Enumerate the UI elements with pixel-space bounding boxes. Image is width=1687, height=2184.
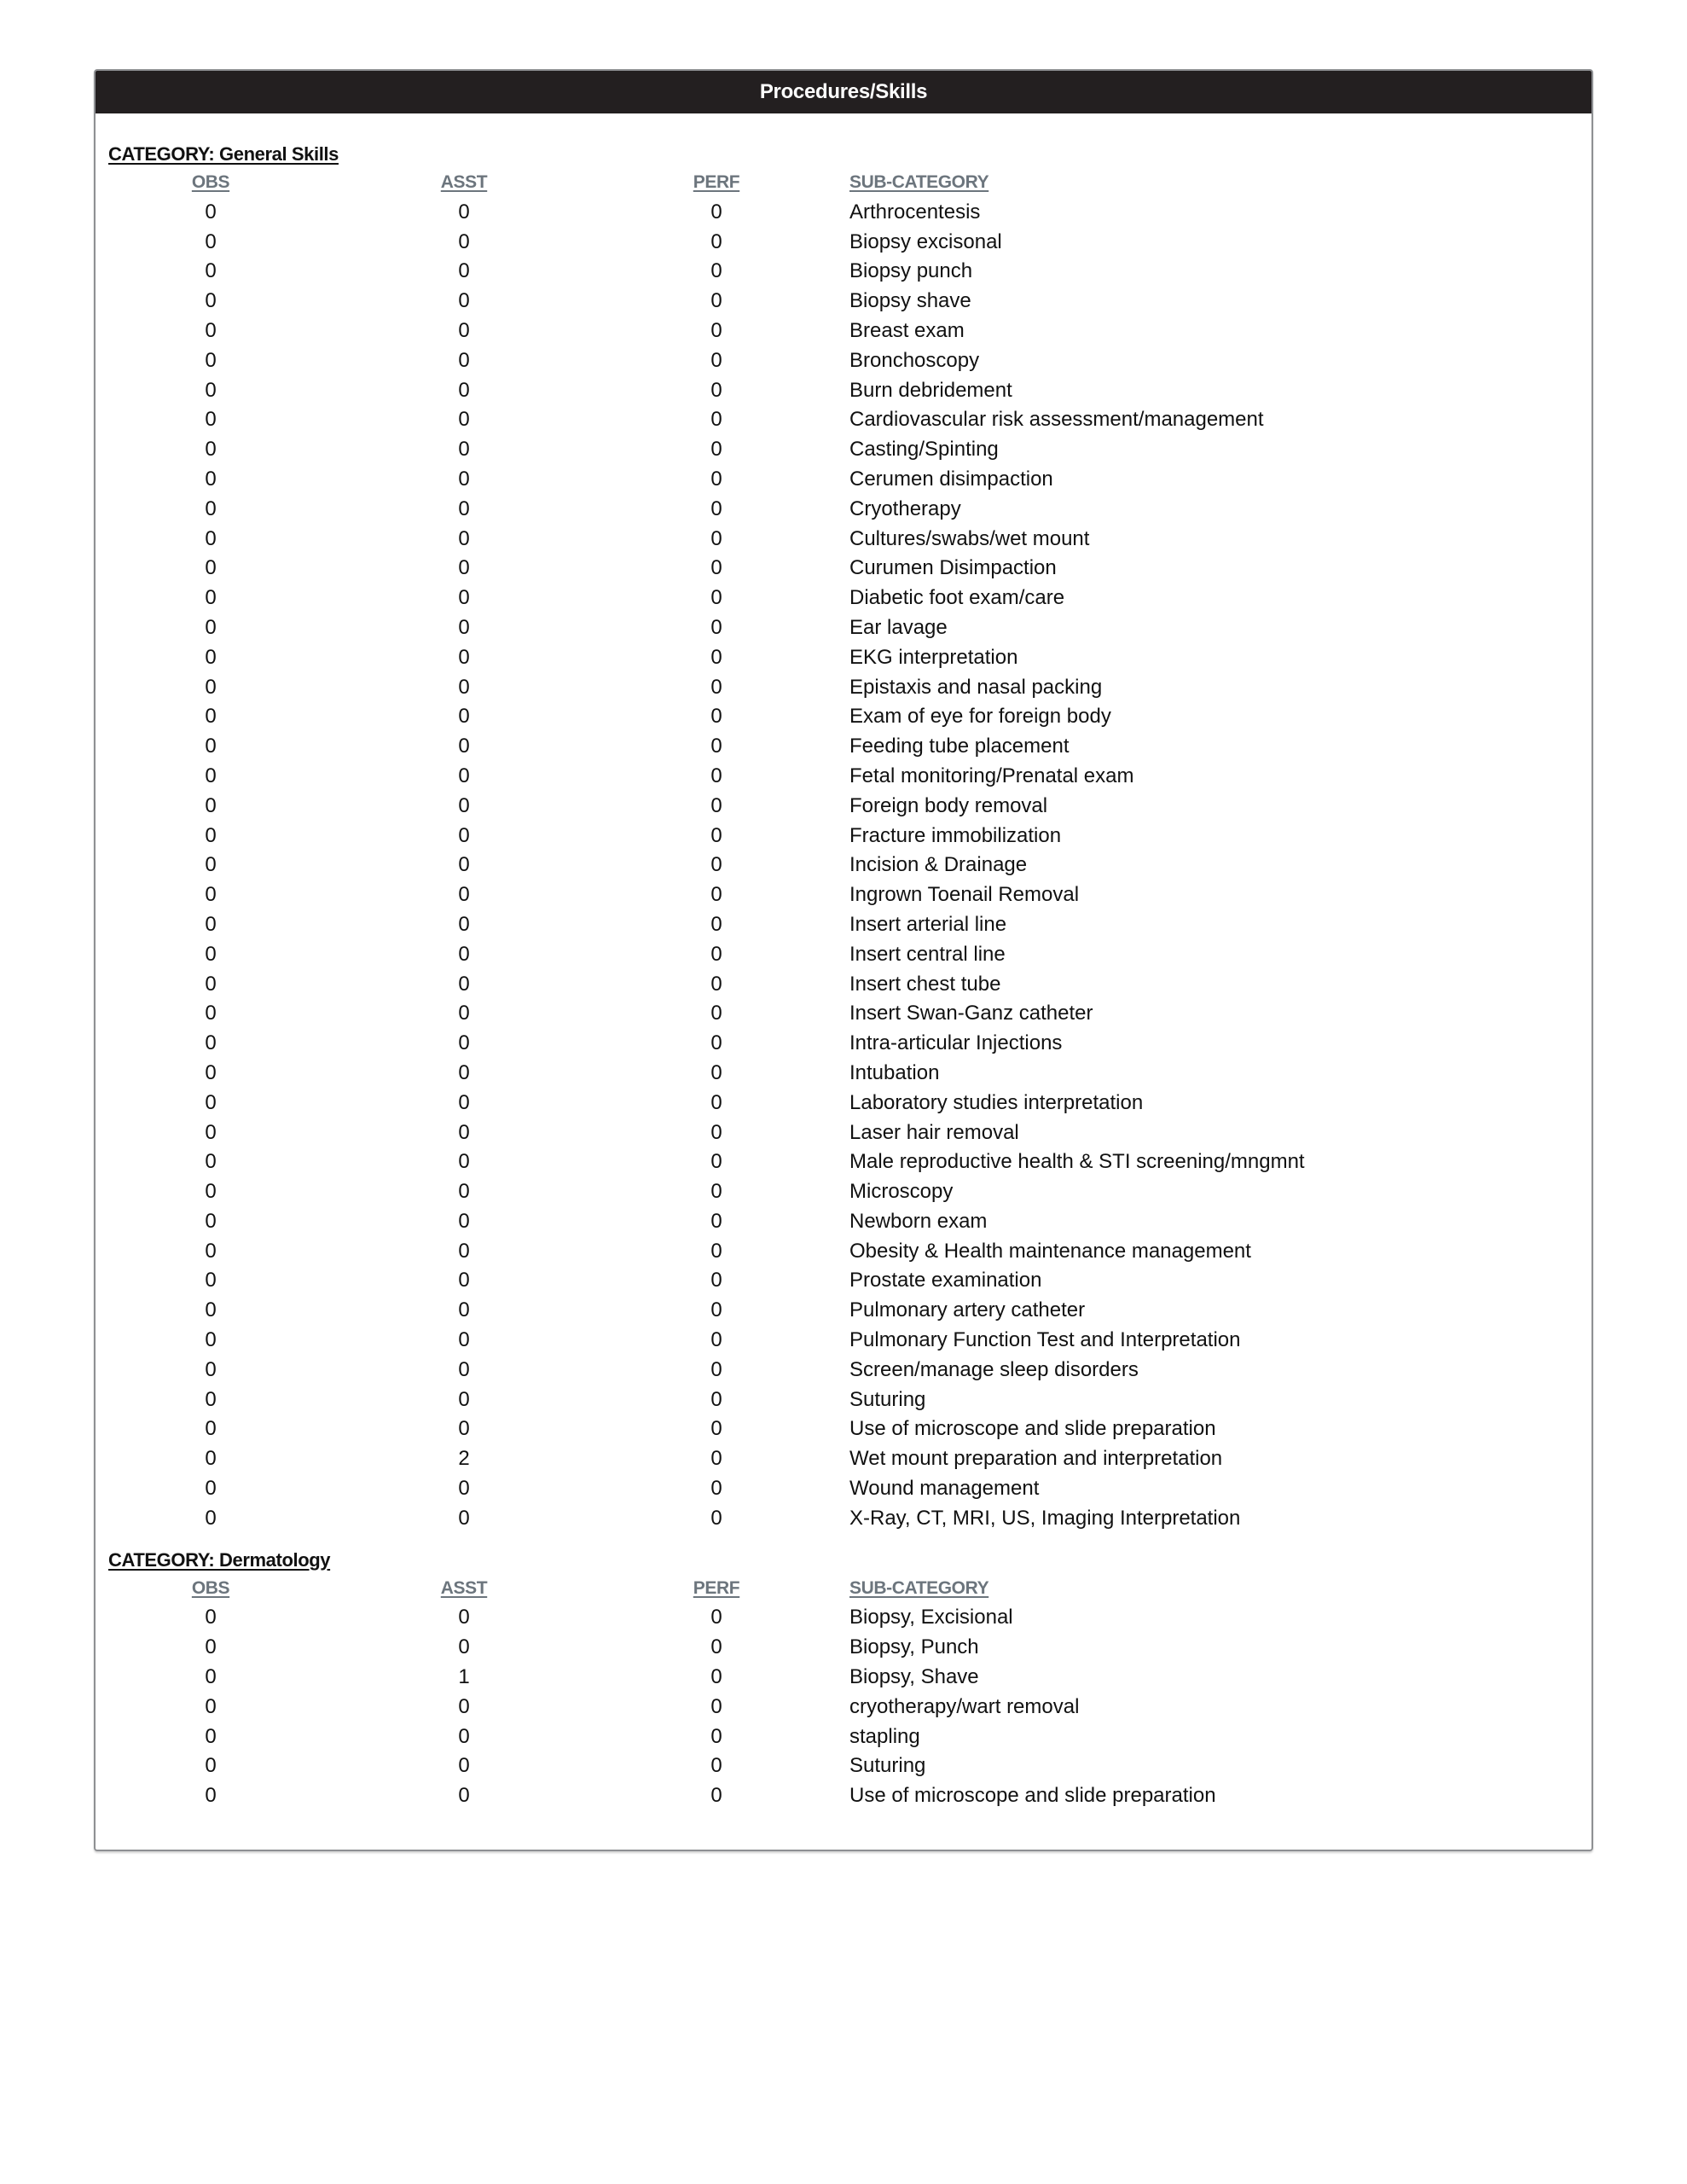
- sub-category-name: Insert Swan-Ganz catheter: [849, 1002, 1093, 1025]
- perf-count: 0: [710, 1180, 722, 1204]
- sub-category-name: Biopsy, Punch: [849, 1635, 979, 1659]
- table-row: [96, 228, 1591, 258]
- asst-count: 0: [458, 1606, 470, 1629]
- sub-category-name: Foreign body removal: [849, 793, 1048, 817]
- row-list: [96, 1603, 1591, 1811]
- asst-count: 0: [458, 318, 470, 342]
- asst-count: 0: [458, 735, 470, 758]
- perf-count: 0: [710, 378, 722, 402]
- obs-count: 0: [205, 200, 217, 224]
- table-row: [96, 822, 1591, 851]
- obs-count: 0: [205, 586, 217, 610]
- asst-count: 0: [458, 1031, 470, 1055]
- obs-count: 0: [205, 259, 217, 283]
- asst-count: 0: [458, 1298, 470, 1322]
- table-row: [96, 880, 1591, 910]
- perf-count: 0: [710, 942, 722, 966]
- perf-count: 0: [710, 1298, 722, 1322]
- obs-count: 0: [205, 1417, 217, 1441]
- asst-count: 0: [458, 1694, 470, 1718]
- asst-count: 0: [458, 1724, 470, 1748]
- table-row: [96, 613, 1591, 643]
- asst-count: 0: [458, 1506, 470, 1530]
- perf-count: 0: [710, 348, 722, 372]
- table-row: [96, 495, 1591, 525]
- asst-count: 0: [458, 1269, 470, 1292]
- obs-count: 0: [205, 615, 217, 639]
- perf-count: 0: [710, 1784, 722, 1808]
- perf-count: 0: [710, 1209, 722, 1233]
- table-row: [96, 732, 1591, 762]
- table-row: [96, 1751, 1591, 1781]
- perf-count: 0: [710, 1606, 722, 1629]
- obs-count: 0: [205, 645, 217, 669]
- table-row: [96, 405, 1591, 435]
- sub-category-name: Pulmonary Function Test and Interpretation: [849, 1328, 1241, 1352]
- perf-count: 0: [710, 408, 722, 432]
- sub-category-name: Cultures/swabs/wet mount: [849, 526, 1090, 550]
- perf-count: 0: [710, 645, 722, 669]
- perf-count: 0: [710, 735, 722, 758]
- sub-category-name: Ingrown Toenail Removal: [849, 883, 1080, 907]
- asst-count: 0: [458, 408, 470, 432]
- asst-count: 0: [458, 229, 470, 253]
- asst-count: 0: [458, 1784, 470, 1808]
- obs-count: 0: [205, 1002, 217, 1025]
- obs-count: 0: [205, 1447, 217, 1471]
- sub-category-name: Laboratory studies interpretation: [849, 1090, 1144, 1114]
- asst-count: 0: [458, 289, 470, 313]
- table-row: [96, 1603, 1591, 1633]
- table-row: [96, 1663, 1591, 1693]
- table-row: [96, 1237, 1591, 1267]
- table-row: [96, 1693, 1591, 1722]
- obs-count: 0: [205, 438, 217, 462]
- asst-count: 0: [458, 1002, 470, 1025]
- obs-count: 0: [205, 1180, 217, 1204]
- table-row: [96, 762, 1591, 792]
- obs-count: 0: [205, 1150, 217, 1174]
- obs-count: 0: [205, 705, 217, 729]
- sub-category-name: Use of microscope and slide preparation: [849, 1417, 1216, 1441]
- obs-count: 0: [205, 1694, 217, 1718]
- perf-count: 0: [710, 793, 722, 817]
- panel-title: Procedures/Skills: [96, 71, 1591, 113]
- asst-count: 0: [458, 526, 470, 550]
- sub-category-name: Fetal monitoring/Prenatal exam: [849, 764, 1134, 787]
- obs-count: 0: [205, 1031, 217, 1055]
- obs-count: 0: [205, 1665, 217, 1689]
- asst-count: 0: [458, 467, 470, 491]
- sub-category-name: Male reproductive health & STI screening/mngmnt: [849, 1150, 1305, 1174]
- table-row: [96, 1089, 1591, 1118]
- obs-count: 0: [205, 1060, 217, 1084]
- asst-count: 0: [458, 1150, 470, 1174]
- column-header-row: [96, 1574, 1591, 1604]
- asst-count: 0: [458, 259, 470, 283]
- obs-count: 0: [205, 1328, 217, 1352]
- perf-count: 0: [710, 556, 722, 580]
- perf-count: 0: [710, 438, 722, 462]
- table-row: [96, 317, 1591, 346]
- obs-count: 0: [205, 1090, 217, 1114]
- table-row: [96, 940, 1591, 970]
- table-row: [96, 584, 1591, 613]
- obs-count: 0: [205, 1269, 217, 1292]
- panel-body: [96, 113, 1591, 1811]
- perf-count: 0: [710, 1417, 722, 1441]
- asst-count: 0: [458, 200, 470, 224]
- sub-category-name: Suturing: [849, 1387, 926, 1411]
- asst-count: 0: [458, 556, 470, 580]
- table-row: [96, 1414, 1591, 1444]
- asst-count: 0: [458, 705, 470, 729]
- sub-category-name: Cerumen disimpaction: [849, 467, 1053, 491]
- obs-count: 0: [205, 497, 217, 520]
- asst-column-header[interactable]: ASST: [440, 1577, 488, 1598]
- asst-count: 0: [458, 1635, 470, 1659]
- obs-count: 0: [205, 823, 217, 847]
- perf-count: 0: [710, 675, 722, 699]
- obs-count: 0: [205, 408, 217, 432]
- sub-category-name: Obesity & Health maintenance management: [849, 1239, 1251, 1263]
- obs-count: 0: [205, 289, 217, 313]
- table-row: [96, 1474, 1591, 1504]
- obs-count: 0: [205, 318, 217, 342]
- category-section: [96, 1547, 1591, 1811]
- perf-count: 0: [710, 1090, 722, 1114]
- asst-count: 0: [458, 1060, 470, 1084]
- table-row: [96, 1118, 1591, 1148]
- table-row: [96, 970, 1591, 1000]
- table-row: [96, 1444, 1591, 1474]
- table-row: [96, 346, 1591, 376]
- sub-category-name: Feeding tube placement: [849, 735, 1070, 758]
- sub-category-name: Cardiovascular risk assessment/management: [849, 408, 1264, 432]
- table-row: [96, 792, 1591, 822]
- sub-category-name: Suturing: [849, 1754, 926, 1778]
- obs-count: 0: [205, 853, 217, 877]
- perf-count: 0: [710, 764, 722, 787]
- perf-count: 0: [710, 1635, 722, 1659]
- obs-count: 0: [205, 526, 217, 550]
- procedures-skills-panel: [94, 69, 1593, 1851]
- obs-count: 0: [205, 1387, 217, 1411]
- sub-category-column-header[interactable]: SUB-CATEGORY: [849, 172, 989, 192]
- sub-category-name: cryotherapy/wart removal: [849, 1694, 1080, 1718]
- obs-count: 0: [205, 556, 217, 580]
- obs-count: 0: [205, 348, 217, 372]
- sub-category-name: Screen/manage sleep disorders: [849, 1357, 1139, 1381]
- perf-count: 0: [710, 972, 722, 996]
- asst-count: 0: [458, 586, 470, 610]
- sub-category-name: stapling: [849, 1724, 920, 1748]
- perf-count: 0: [710, 467, 722, 491]
- perf-count: 0: [710, 586, 722, 610]
- obs-count: 0: [205, 1357, 217, 1381]
- asst-count: 0: [458, 1090, 470, 1114]
- obs-count: 0: [205, 1784, 217, 1808]
- asst-count: 0: [458, 615, 470, 639]
- perf-count: 0: [710, 705, 722, 729]
- table-row: [96, 643, 1591, 673]
- sub-category-name: Insert arterial line: [849, 912, 1007, 936]
- sub-category-name: Fracture immobilization: [849, 823, 1062, 847]
- table-row: [96, 1207, 1591, 1237]
- table-row: [96, 376, 1591, 406]
- sub-category-name: Biopsy excisonal: [849, 229, 1002, 253]
- table-row: [96, 1781, 1591, 1811]
- sub-category-name: Microscopy: [849, 1180, 954, 1204]
- asst-count: 0: [458, 1754, 470, 1778]
- sub-category-name: Insert chest tube: [849, 972, 1001, 996]
- sub-category-name: Arthrocentesis: [849, 200, 981, 224]
- asst-count: 0: [458, 823, 470, 847]
- perf-count: 0: [710, 823, 722, 847]
- table-row: [96, 554, 1591, 584]
- table-row: [96, 1633, 1591, 1663]
- table-row: [96, 465, 1591, 495]
- table-row: [96, 257, 1591, 287]
- perf-count: 0: [710, 883, 722, 907]
- obs-count: 0: [205, 912, 217, 936]
- perf-count: 0: [710, 1031, 722, 1055]
- sub-category-name: Wound management: [849, 1477, 1040, 1501]
- category-title: [96, 141, 1591, 168]
- perf-count: 0: [710, 615, 722, 639]
- table-row: [96, 1147, 1591, 1177]
- obs-count: 0: [205, 793, 217, 817]
- table-row: [96, 525, 1591, 555]
- obs-count: 0: [205, 1209, 217, 1233]
- sub-category-name: Laser hair removal: [849, 1120, 1019, 1144]
- perf-count: 0: [710, 1002, 722, 1025]
- asst-count: 0: [458, 972, 470, 996]
- table-row: [96, 1266, 1591, 1296]
- asst-count: 0: [458, 1328, 470, 1352]
- row-list: [96, 198, 1591, 1534]
- obs-count: 0: [205, 735, 217, 758]
- asst-count: 0: [458, 1180, 470, 1204]
- sub-category-name: Biopsy, Shave: [849, 1665, 979, 1689]
- sub-category-name: Insert central line: [849, 942, 1006, 966]
- asst-count: 0: [458, 853, 470, 877]
- asst-count: 0: [458, 378, 470, 402]
- perf-count: 0: [710, 1269, 722, 1292]
- perf-count: 0: [710, 1060, 722, 1084]
- perf-count: 0: [710, 1328, 722, 1352]
- perf-count: 0: [710, 1357, 722, 1381]
- asst-count: 0: [458, 1357, 470, 1381]
- category-title-text: CATEGORY: Dermatology: [108, 1548, 331, 1571]
- obs-count: 0: [205, 675, 217, 699]
- perf-count: 0: [710, 1724, 722, 1748]
- asst-count: 0: [458, 883, 470, 907]
- table-row: [96, 702, 1591, 732]
- obs-count: 0: [205, 1477, 217, 1501]
- sub-category-name: Casting/Spinting: [849, 438, 999, 462]
- asst-count: 0: [458, 1120, 470, 1144]
- sub-category-name: Diabetic foot exam/care: [849, 586, 1065, 610]
- table-row: [96, 198, 1591, 228]
- obs-count: 0: [205, 764, 217, 787]
- perf-count: 0: [710, 1239, 722, 1263]
- perf-count: 0: [710, 1150, 722, 1174]
- category-title: [96, 1547, 1591, 1574]
- obs-count: 0: [205, 883, 217, 907]
- perf-count: 0: [710, 497, 722, 520]
- sub-category-name: Breast exam: [849, 318, 965, 342]
- sub-category-name: Wet mount preparation and interpretation: [849, 1447, 1223, 1471]
- table-row: [96, 287, 1591, 317]
- asst-count: 0: [458, 348, 470, 372]
- perf-count: 0: [710, 259, 722, 283]
- sub-category-name: Newborn exam: [849, 1209, 988, 1233]
- perf-count: 0: [710, 229, 722, 253]
- sub-category-name: Intubation: [849, 1060, 940, 1084]
- perf-count: 0: [710, 1694, 722, 1718]
- asst-count: 0: [458, 438, 470, 462]
- sub-category-column-header[interactable]: SUB-CATEGORY: [849, 1577, 989, 1598]
- asst-count: 0: [458, 942, 470, 966]
- obs-column-header[interactable]: OBS: [191, 1577, 230, 1598]
- asst-count: 0: [458, 1239, 470, 1263]
- sub-category-name: EKG interpretation: [849, 645, 1018, 669]
- perf-count: 0: [710, 526, 722, 550]
- perf-count: 0: [710, 318, 722, 342]
- obs-count: 0: [205, 378, 217, 402]
- perf-count: 0: [710, 1477, 722, 1501]
- asst-column-header[interactable]: ASST: [440, 172, 488, 192]
- table-row: [96, 1385, 1591, 1415]
- sub-category-name: Pulmonary artery catheter: [849, 1298, 1086, 1322]
- table-row: [96, 1356, 1591, 1385]
- asst-count: 0: [458, 675, 470, 699]
- obs-count: 0: [205, 1754, 217, 1778]
- sub-category-name: Use of microscope and slide preparation: [849, 1784, 1216, 1808]
- table-row: [96, 1504, 1591, 1534]
- asst-count: 0: [458, 1477, 470, 1501]
- asst-count: 1: [458, 1665, 470, 1689]
- sub-category-name: Prostate examination: [849, 1269, 1042, 1292]
- sub-category-name: Bronchoscopy: [849, 348, 980, 372]
- sub-category-name: Biopsy shave: [849, 289, 971, 313]
- category-title-text: CATEGORY: General Skills: [108, 143, 339, 165]
- sub-category-name: Intra-articular Injections: [849, 1031, 1063, 1055]
- asst-count: 0: [458, 1417, 470, 1441]
- obs-count: 0: [205, 1724, 217, 1748]
- perf-count: 0: [710, 912, 722, 936]
- sub-category-name: Ear lavage: [849, 615, 948, 639]
- perf-count: 0: [710, 1754, 722, 1778]
- column-header-row: [96, 168, 1591, 198]
- obs-count: 0: [205, 1239, 217, 1263]
- obs-count: 0: [205, 1506, 217, 1530]
- table-row: [96, 910, 1591, 940]
- table-row: [96, 1326, 1591, 1356]
- sub-category-name: Burn debridement: [849, 378, 1012, 402]
- asst-count: 0: [458, 497, 470, 520]
- sub-category-name: Curumen Disimpaction: [849, 556, 1057, 580]
- sub-category-name: Biopsy, Excisional: [849, 1606, 1013, 1629]
- obs-count: 0: [205, 1298, 217, 1322]
- sub-category-name: Incision & Drainage: [849, 853, 1028, 877]
- perf-count: 0: [710, 289, 722, 313]
- perf-count: 0: [710, 1447, 722, 1471]
- table-row: [96, 1722, 1591, 1752]
- obs-column-header[interactable]: OBS: [191, 172, 230, 192]
- perf-count: 0: [710, 1506, 722, 1530]
- sub-category-name: Cryotherapy: [849, 497, 961, 520]
- obs-count: 0: [205, 1606, 217, 1629]
- obs-count: 0: [205, 229, 217, 253]
- table-row: [96, 999, 1591, 1029]
- sub-category-name: X-Ray, CT, MRI, US, Imaging Interpretation: [849, 1506, 1241, 1530]
- perf-count: 0: [710, 1120, 722, 1144]
- table-row: [96, 851, 1591, 880]
- obs-count: 0: [205, 467, 217, 491]
- obs-count: 0: [205, 972, 217, 996]
- asst-count: 2: [458, 1447, 470, 1471]
- asst-count: 0: [458, 764, 470, 787]
- table-row: [96, 435, 1591, 465]
- asst-count: 0: [458, 1387, 470, 1411]
- perf-count: 0: [710, 1387, 722, 1411]
- perf-count: 0: [710, 200, 722, 224]
- obs-count: 0: [205, 1120, 217, 1144]
- asst-count: 0: [458, 645, 470, 669]
- asst-count: 0: [458, 912, 470, 936]
- table-row: [96, 673, 1591, 703]
- sub-category-name: Biopsy punch: [849, 259, 973, 283]
- asst-count: 0: [458, 1209, 470, 1233]
- obs-count: 0: [205, 1635, 217, 1659]
- table-row: [96, 1029, 1591, 1059]
- table-row: [96, 1296, 1591, 1326]
- sub-category-name: Epistaxis and nasal packing: [849, 675, 1103, 699]
- asst-count: 0: [458, 793, 470, 817]
- sub-category-name: Exam of eye for foreign body: [849, 705, 1111, 729]
- perf-count: 0: [710, 1665, 722, 1689]
- category-section: [96, 141, 1591, 1534]
- obs-count: 0: [205, 942, 217, 966]
- perf-count: 0: [710, 853, 722, 877]
- perf-column-header[interactable]: PERF: [693, 172, 740, 192]
- table-row: [96, 1059, 1591, 1089]
- table-row: [96, 1177, 1591, 1207]
- perf-column-header[interactable]: PERF: [693, 1577, 740, 1598]
